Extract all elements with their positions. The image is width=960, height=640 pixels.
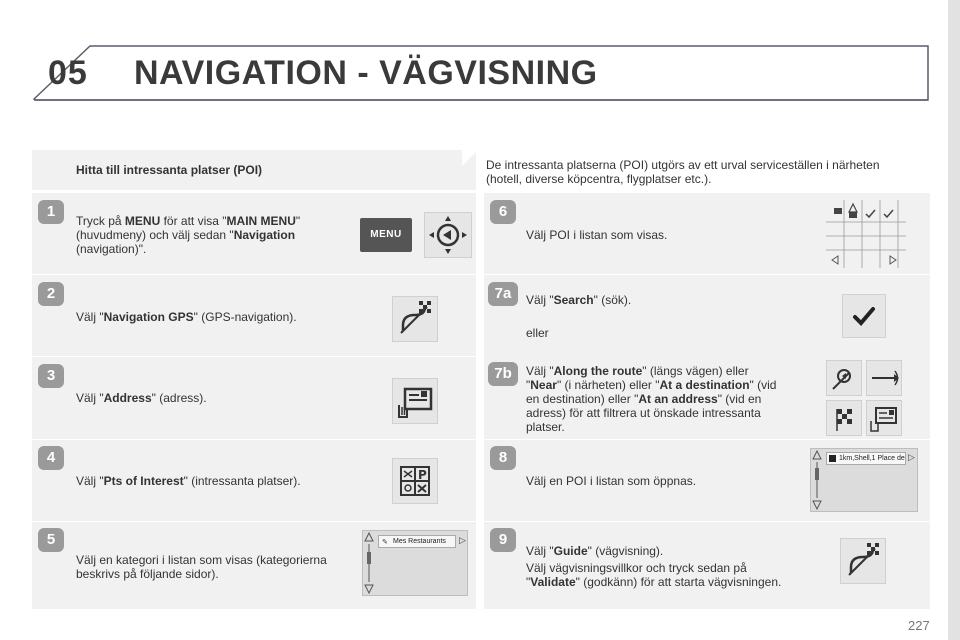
intro-panel-notch bbox=[462, 150, 478, 190]
separator bbox=[32, 274, 476, 275]
chapter-number: 05 bbox=[48, 54, 88, 92]
address-icon[interactable] bbox=[392, 378, 438, 424]
poi-marker-icon bbox=[829, 455, 836, 462]
svg-text:P: P bbox=[418, 468, 427, 482]
screen-scrollbar[interactable] bbox=[812, 450, 822, 510]
intro-heading: Hitta till intressanta platser (POI) bbox=[76, 163, 263, 177]
step-9-text: Välj "Guide" (vägvisning). Välj vägvisningsvillkor och tryck sedan på "Validate" (godkänn) för att starta vägvisningen. bbox=[526, 544, 782, 589]
arrow-right-icon[interactable]: ▷ bbox=[908, 452, 915, 462]
step-4-text: Välj "Pts of Interest" (intressanta platser). bbox=[76, 474, 301, 488]
step-8-badge: 8 bbox=[490, 446, 516, 470]
separator bbox=[484, 521, 930, 522]
step-9-badge: 9 bbox=[490, 528, 516, 552]
step-7a-text: Välj "Search" (sök). bbox=[526, 293, 632, 307]
points-of-interest-icon[interactable] bbox=[392, 458, 438, 504]
intro-text: De intressanta platserna (POI) utgörs av ett urval serviceställen i närheten (hotell, diverse köpcentra, flygplatser etc.). bbox=[486, 158, 880, 186]
step-7a-or: eller bbox=[526, 326, 549, 340]
step-2-text: Välj "Navigation GPS" (GPS-navigation). bbox=[76, 310, 297, 324]
category-list-item[interactable]: Mes Restaurants bbox=[378, 535, 456, 548]
destination-flag-icon[interactable] bbox=[826, 400, 862, 436]
separator bbox=[484, 274, 930, 275]
screen-scrollbar[interactable] bbox=[364, 532, 374, 594]
step-6-badge: 6 bbox=[490, 200, 516, 224]
separator bbox=[32, 439, 476, 440]
poi-list-grid[interactable] bbox=[826, 200, 906, 268]
step-1-text: Tryck på MENU för att visa "MAIN MENU" (huvudmeny) och välj sedan "Navigation (navigation)". bbox=[76, 214, 301, 256]
step-3-badge: 3 bbox=[38, 364, 64, 388]
separator bbox=[32, 356, 476, 357]
poi-list-item[interactable]: 1km,Shell,1 Place de bbox=[826, 452, 906, 465]
chapter-title: NAVIGATION - VÄGVISNING bbox=[134, 54, 598, 92]
side-bar bbox=[948, 0, 960, 640]
step-7b-badge: 7b bbox=[488, 362, 518, 386]
step-1-badge: 1 bbox=[38, 200, 64, 224]
separator bbox=[32, 521, 476, 522]
step-6-text: Välj POI i listan som visas. bbox=[526, 228, 668, 242]
step-5-text: Välj en kategori i listan som visas (kategorierna beskrivs på följande sidor). bbox=[76, 553, 327, 581]
arrow-right-icon[interactable]: ▷ bbox=[459, 535, 466, 545]
edit-icon: ✎ bbox=[382, 539, 388, 546]
step-2-badge: 2 bbox=[38, 282, 64, 306]
checkmark-icon[interactable] bbox=[842, 294, 886, 338]
near-icon[interactable] bbox=[866, 360, 902, 396]
step-7a-badge: 7a bbox=[488, 282, 518, 306]
menu-button[interactable]: MENU bbox=[360, 218, 412, 252]
at-address-icon[interactable] bbox=[866, 400, 902, 436]
guide-icon[interactable] bbox=[840, 538, 886, 584]
navigation-dial-icon[interactable] bbox=[424, 212, 472, 258]
along-route-icon[interactable] bbox=[826, 360, 862, 396]
step-4-badge: 4 bbox=[38, 446, 64, 470]
step-8-text: Välj en POI i listan som öppnas. bbox=[526, 474, 697, 488]
step-7b-text: Välj "Along the route" (längs vägen) eller "Near" (i närheten) eller "At a destination" (vid en destination) eller "At an address" (vid en adress) för att filtrera ut önskade intressanta platser. bbox=[526, 364, 777, 434]
separator bbox=[484, 439, 930, 440]
step-5-badge: 5 bbox=[38, 528, 64, 552]
navigation-gps-icon[interactable] bbox=[392, 296, 438, 342]
step-3-text: Välj "Address" (adress). bbox=[76, 391, 207, 405]
page-number: 227 bbox=[908, 618, 930, 633]
